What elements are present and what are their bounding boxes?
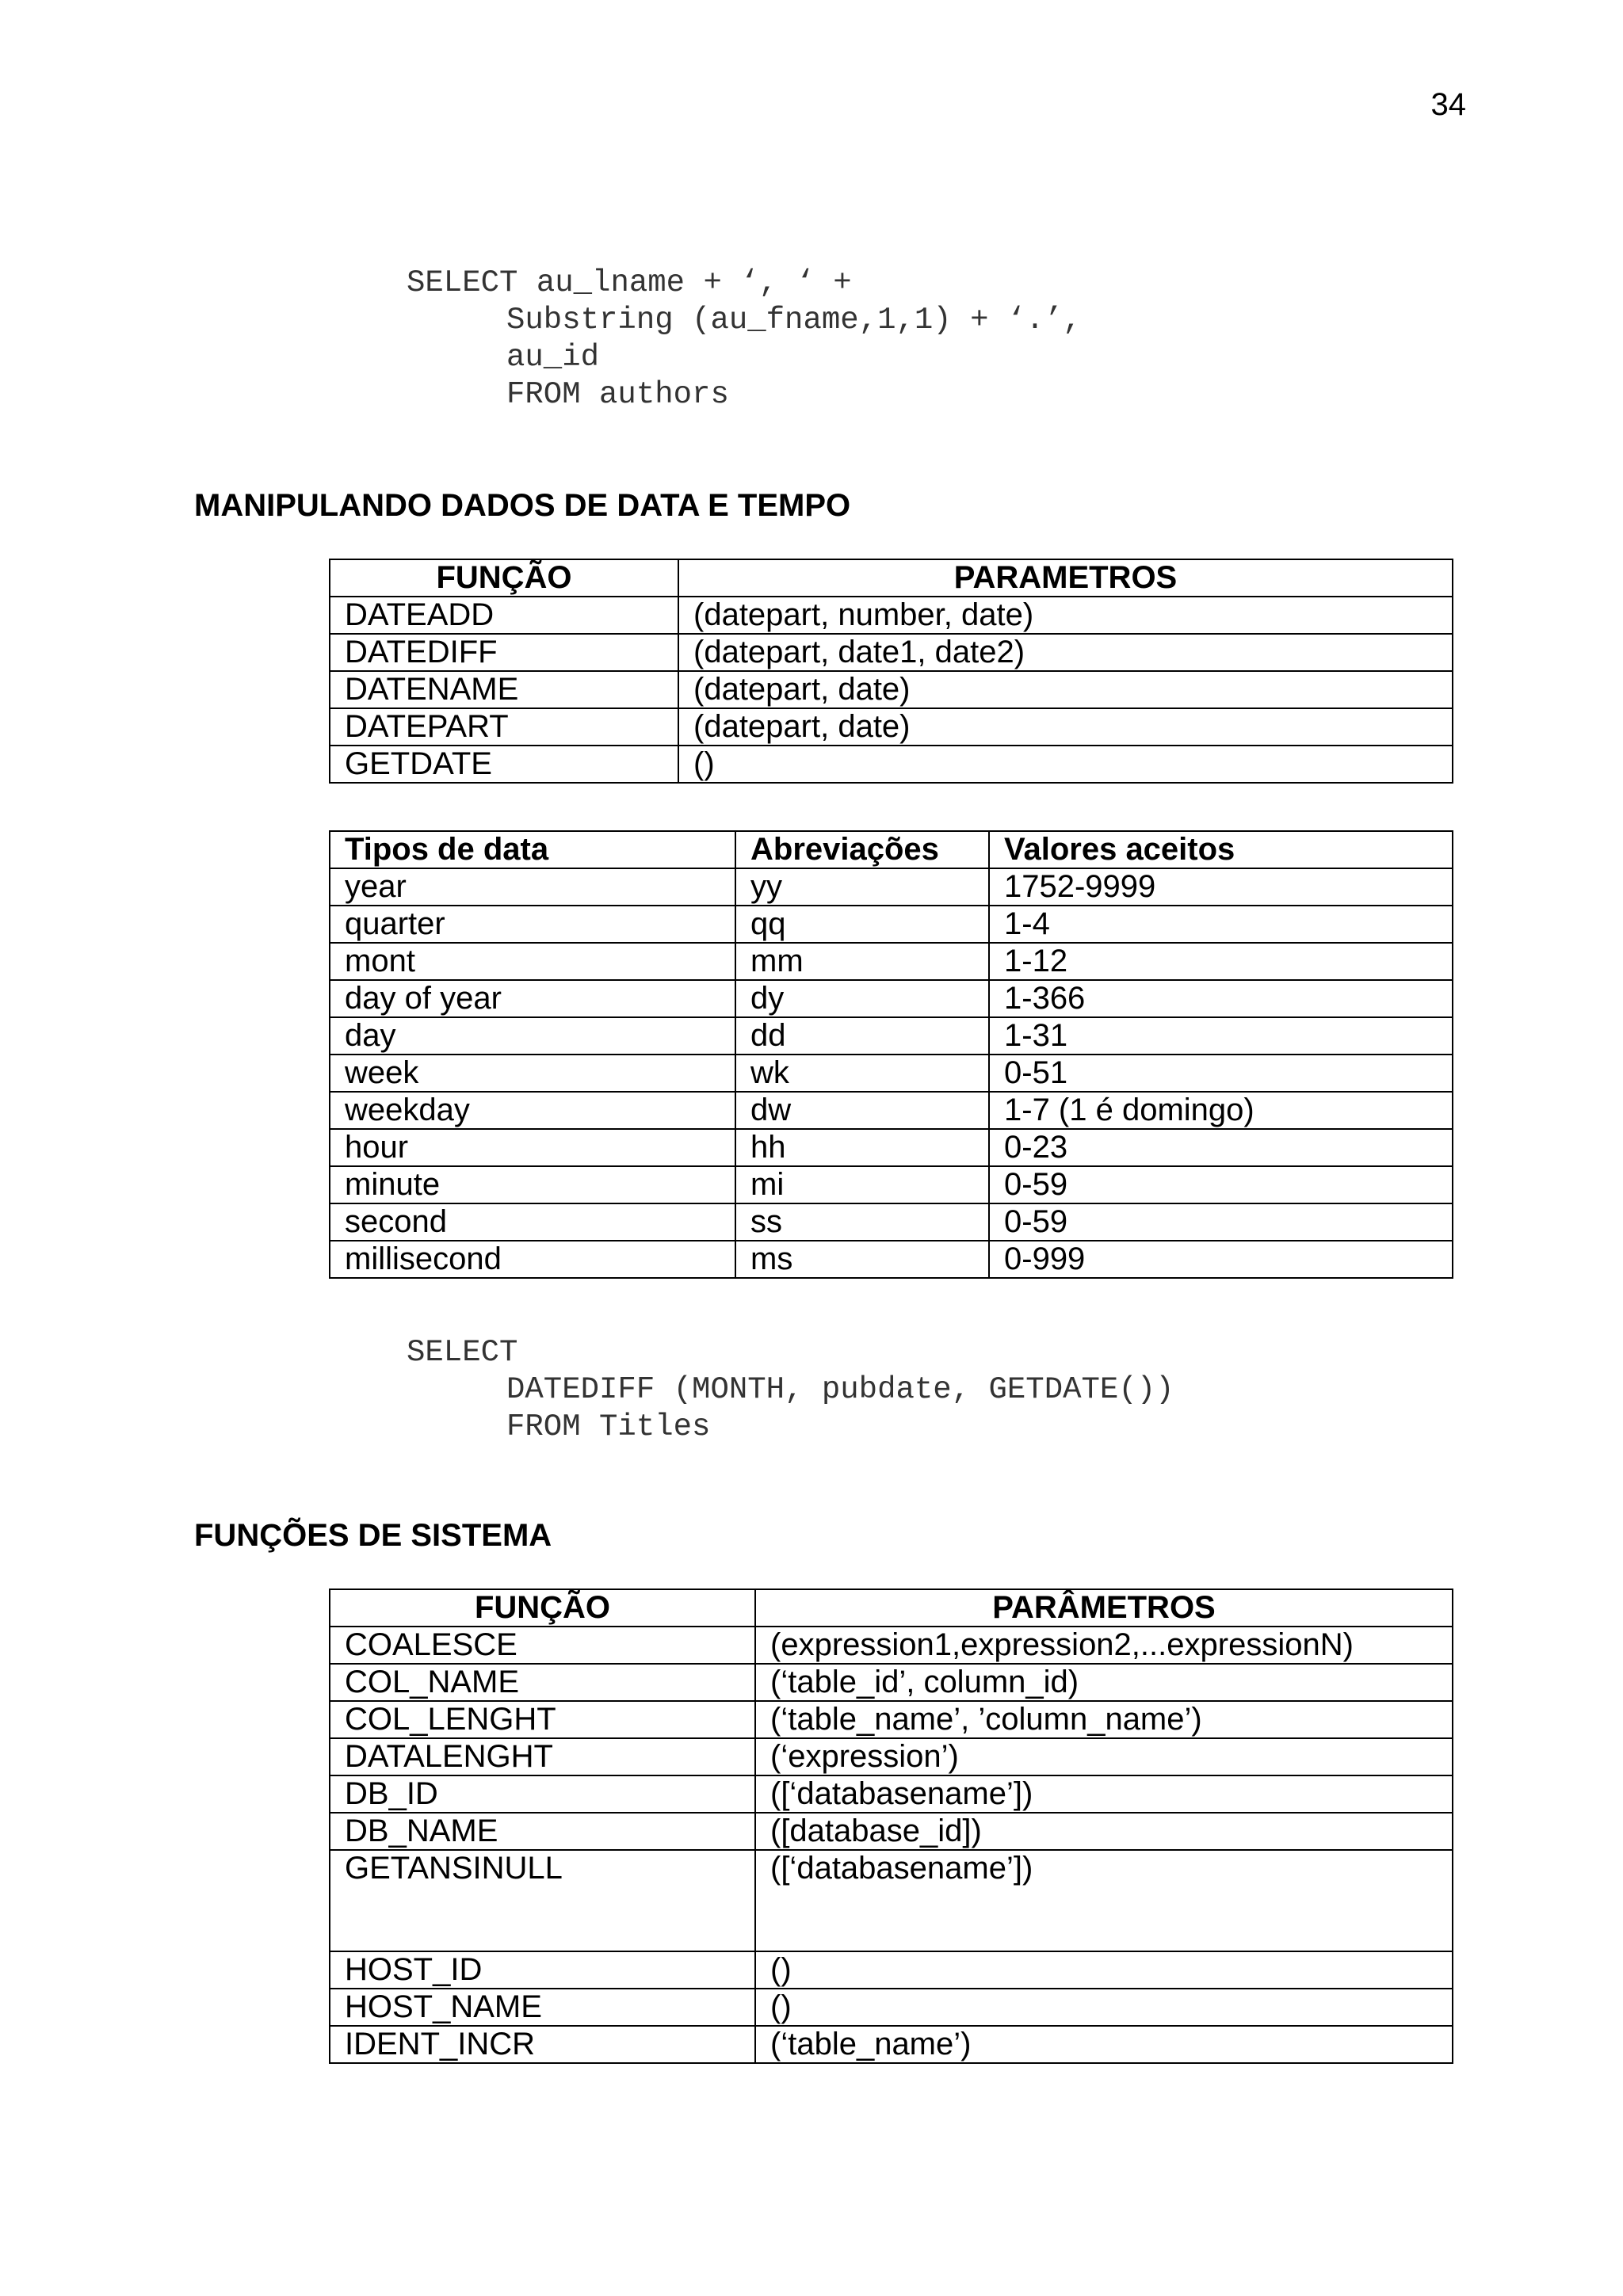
- table-cell: COALESCE: [330, 1627, 755, 1664]
- table-row: [330, 943, 1453, 980]
- table-row: [330, 906, 1453, 943]
- table-header-row: [330, 559, 1453, 597]
- code-line: SELECT: [407, 1335, 518, 1370]
- table-cell: GETDATE: [330, 746, 678, 783]
- table-cell: (‘expression’): [755, 1738, 1453, 1775]
- table-row: [330, 671, 1453, 708]
- table-cell: (datepart, date): [678, 671, 1453, 708]
- table-cell: day of year: [330, 980, 735, 1017]
- table-row: [330, 1664, 1453, 1701]
- table-cell: 0-23: [989, 1129, 1453, 1166]
- table-cell: 0-59: [989, 1166, 1453, 1203]
- table-cell: (datepart, date): [678, 708, 1453, 746]
- code-line: au_id: [506, 340, 600, 375]
- column-header: Valores aceitos: [989, 831, 1453, 868]
- system-functions-table: [329, 1589, 1453, 2064]
- table-cell: hh: [735, 1129, 989, 1166]
- table-cell: (‘table_name’): [755, 2026, 1453, 2063]
- table-cell: weekday: [330, 1092, 735, 1129]
- table-cell: ([database_id]): [755, 1813, 1453, 1850]
- table-row: [330, 1166, 1453, 1203]
- table-row: [330, 634, 1453, 671]
- table-cell: dw: [735, 1092, 989, 1129]
- table-row: [330, 1701, 1453, 1738]
- table-row: [330, 1055, 1453, 1092]
- table-row: [330, 1241, 1453, 1278]
- table-cell: 0-59: [989, 1203, 1453, 1241]
- table-cell: DATEDIFF: [330, 634, 678, 671]
- table-header-row: [330, 1589, 1453, 1627]
- table-cell: (datepart, date1, date2): [678, 634, 1453, 671]
- table-cell: ([‘databasename’]): [755, 1850, 1453, 1951]
- table-cell: week: [330, 1055, 735, 1092]
- table-cell: hour: [330, 1129, 735, 1166]
- table-cell: 0-999: [989, 1241, 1453, 1278]
- table-cell: 1-366: [989, 980, 1453, 1017]
- table-cell: quarter: [330, 906, 735, 943]
- table-cell: millisecond: [330, 1241, 735, 1278]
- table-cell: ms: [735, 1241, 989, 1278]
- table-cell: day: [330, 1017, 735, 1055]
- code-line: DATEDIFF (MONTH, pubdate, GETDATE()): [506, 1372, 1174, 1407]
- date-types-table: [329, 830, 1453, 1279]
- table-row: [330, 1129, 1453, 1166]
- table-row: [330, 708, 1453, 746]
- table-cell: IDENT_INCR: [330, 2026, 755, 2063]
- table-row: [330, 1850, 1453, 1951]
- table-cell: mm: [735, 943, 989, 980]
- table-cell: second: [330, 1203, 735, 1241]
- table-row: [330, 1775, 1453, 1813]
- table-cell: (datepart, number, date): [678, 597, 1453, 634]
- table-cell: DB_ID: [330, 1775, 755, 1813]
- code-line: FROM authors: [506, 377, 729, 412]
- table-cell: DATENAME: [330, 671, 678, 708]
- table-cell: 1-12: [989, 943, 1453, 980]
- table-cell: yy: [735, 868, 989, 906]
- table-cell: DB_NAME: [330, 1813, 755, 1850]
- table-cell: dd: [735, 1017, 989, 1055]
- table-row: [330, 746, 1453, 783]
- table-row: [330, 597, 1453, 634]
- table-cell: DATEPART: [330, 708, 678, 746]
- code-line: SELECT au_lname + ‘, ‘ +: [407, 265, 852, 300]
- table-row: [330, 1738, 1453, 1775]
- table-cell: (‘table_name’, ’column_name’): [755, 1701, 1453, 1738]
- table-cell: qq: [735, 906, 989, 943]
- page-number: 34: [1430, 87, 1466, 122]
- column-header: Abreviações: [735, 831, 989, 868]
- table-row: [330, 1951, 1453, 1989]
- column-header: FUNÇÃO: [330, 1589, 755, 1627]
- table-cell: DATEADD: [330, 597, 678, 634]
- table-row: [330, 868, 1453, 906]
- table-cell: 1-31: [989, 1017, 1453, 1055]
- table-header-row: [330, 831, 1453, 868]
- code-block-datediff: [407, 1334, 1174, 1446]
- table-cell: dy: [735, 980, 989, 1017]
- column-header: PARÂMETROS: [755, 1589, 1453, 1627]
- table-cell: COL_NAME: [330, 1664, 755, 1701]
- table-cell: minute: [330, 1166, 735, 1203]
- table-cell: HOST_ID: [330, 1951, 755, 1989]
- table-cell: DATALENGHT: [330, 1738, 755, 1775]
- table-cell: 0-51: [989, 1055, 1453, 1092]
- code-block-authors: [407, 265, 1082, 414]
- section-heading-date-time: MANIPULANDO DADOS DE DATA E TEMPO: [194, 488, 851, 523]
- table-row: [330, 1989, 1453, 2026]
- code-line: FROM Titles: [506, 1409, 711, 1444]
- column-header: Tipos de data: [330, 831, 735, 868]
- table-cell: (): [678, 746, 1453, 783]
- date-functions-table: [329, 559, 1453, 784]
- code-line: Substring (au_fname,1,1) + ‘.’,: [506, 303, 1082, 338]
- table-cell: (expression1,expression2,...expressionN): [755, 1627, 1453, 1664]
- table-row: [330, 2026, 1453, 2063]
- table-cell: 1752-9999: [989, 868, 1453, 906]
- table-cell: year: [330, 868, 735, 906]
- table-row: [330, 1813, 1453, 1850]
- column-header: PARAMETROS: [678, 559, 1453, 597]
- table-cell: 1-4: [989, 906, 1453, 943]
- table-cell: wk: [735, 1055, 989, 1092]
- table-cell: GETANSINULL: [330, 1850, 755, 1951]
- table-cell: (‘table_id’, column_id): [755, 1664, 1453, 1701]
- table-cell: HOST_NAME: [330, 1989, 755, 2026]
- table-row: [330, 1092, 1453, 1129]
- section-heading-system-functions: FUNÇÕES DE SISTEMA: [194, 1518, 552, 1553]
- table-cell: ss: [735, 1203, 989, 1241]
- table-cell: COL_LENGHT: [330, 1701, 755, 1738]
- table-cell: (): [755, 1951, 1453, 1989]
- table-row: [330, 1627, 1453, 1664]
- table-cell: (): [755, 1989, 1453, 2026]
- table-cell: mont: [330, 943, 735, 980]
- table-cell: ([‘databasename’]): [755, 1775, 1453, 1813]
- table-row: [330, 1017, 1453, 1055]
- table-row: [330, 1203, 1453, 1241]
- table-cell: mi: [735, 1166, 989, 1203]
- column-header: FUNÇÃO: [330, 559, 678, 597]
- table-row: [330, 980, 1453, 1017]
- table-cell: 1-7 (1 é domingo): [989, 1092, 1453, 1129]
